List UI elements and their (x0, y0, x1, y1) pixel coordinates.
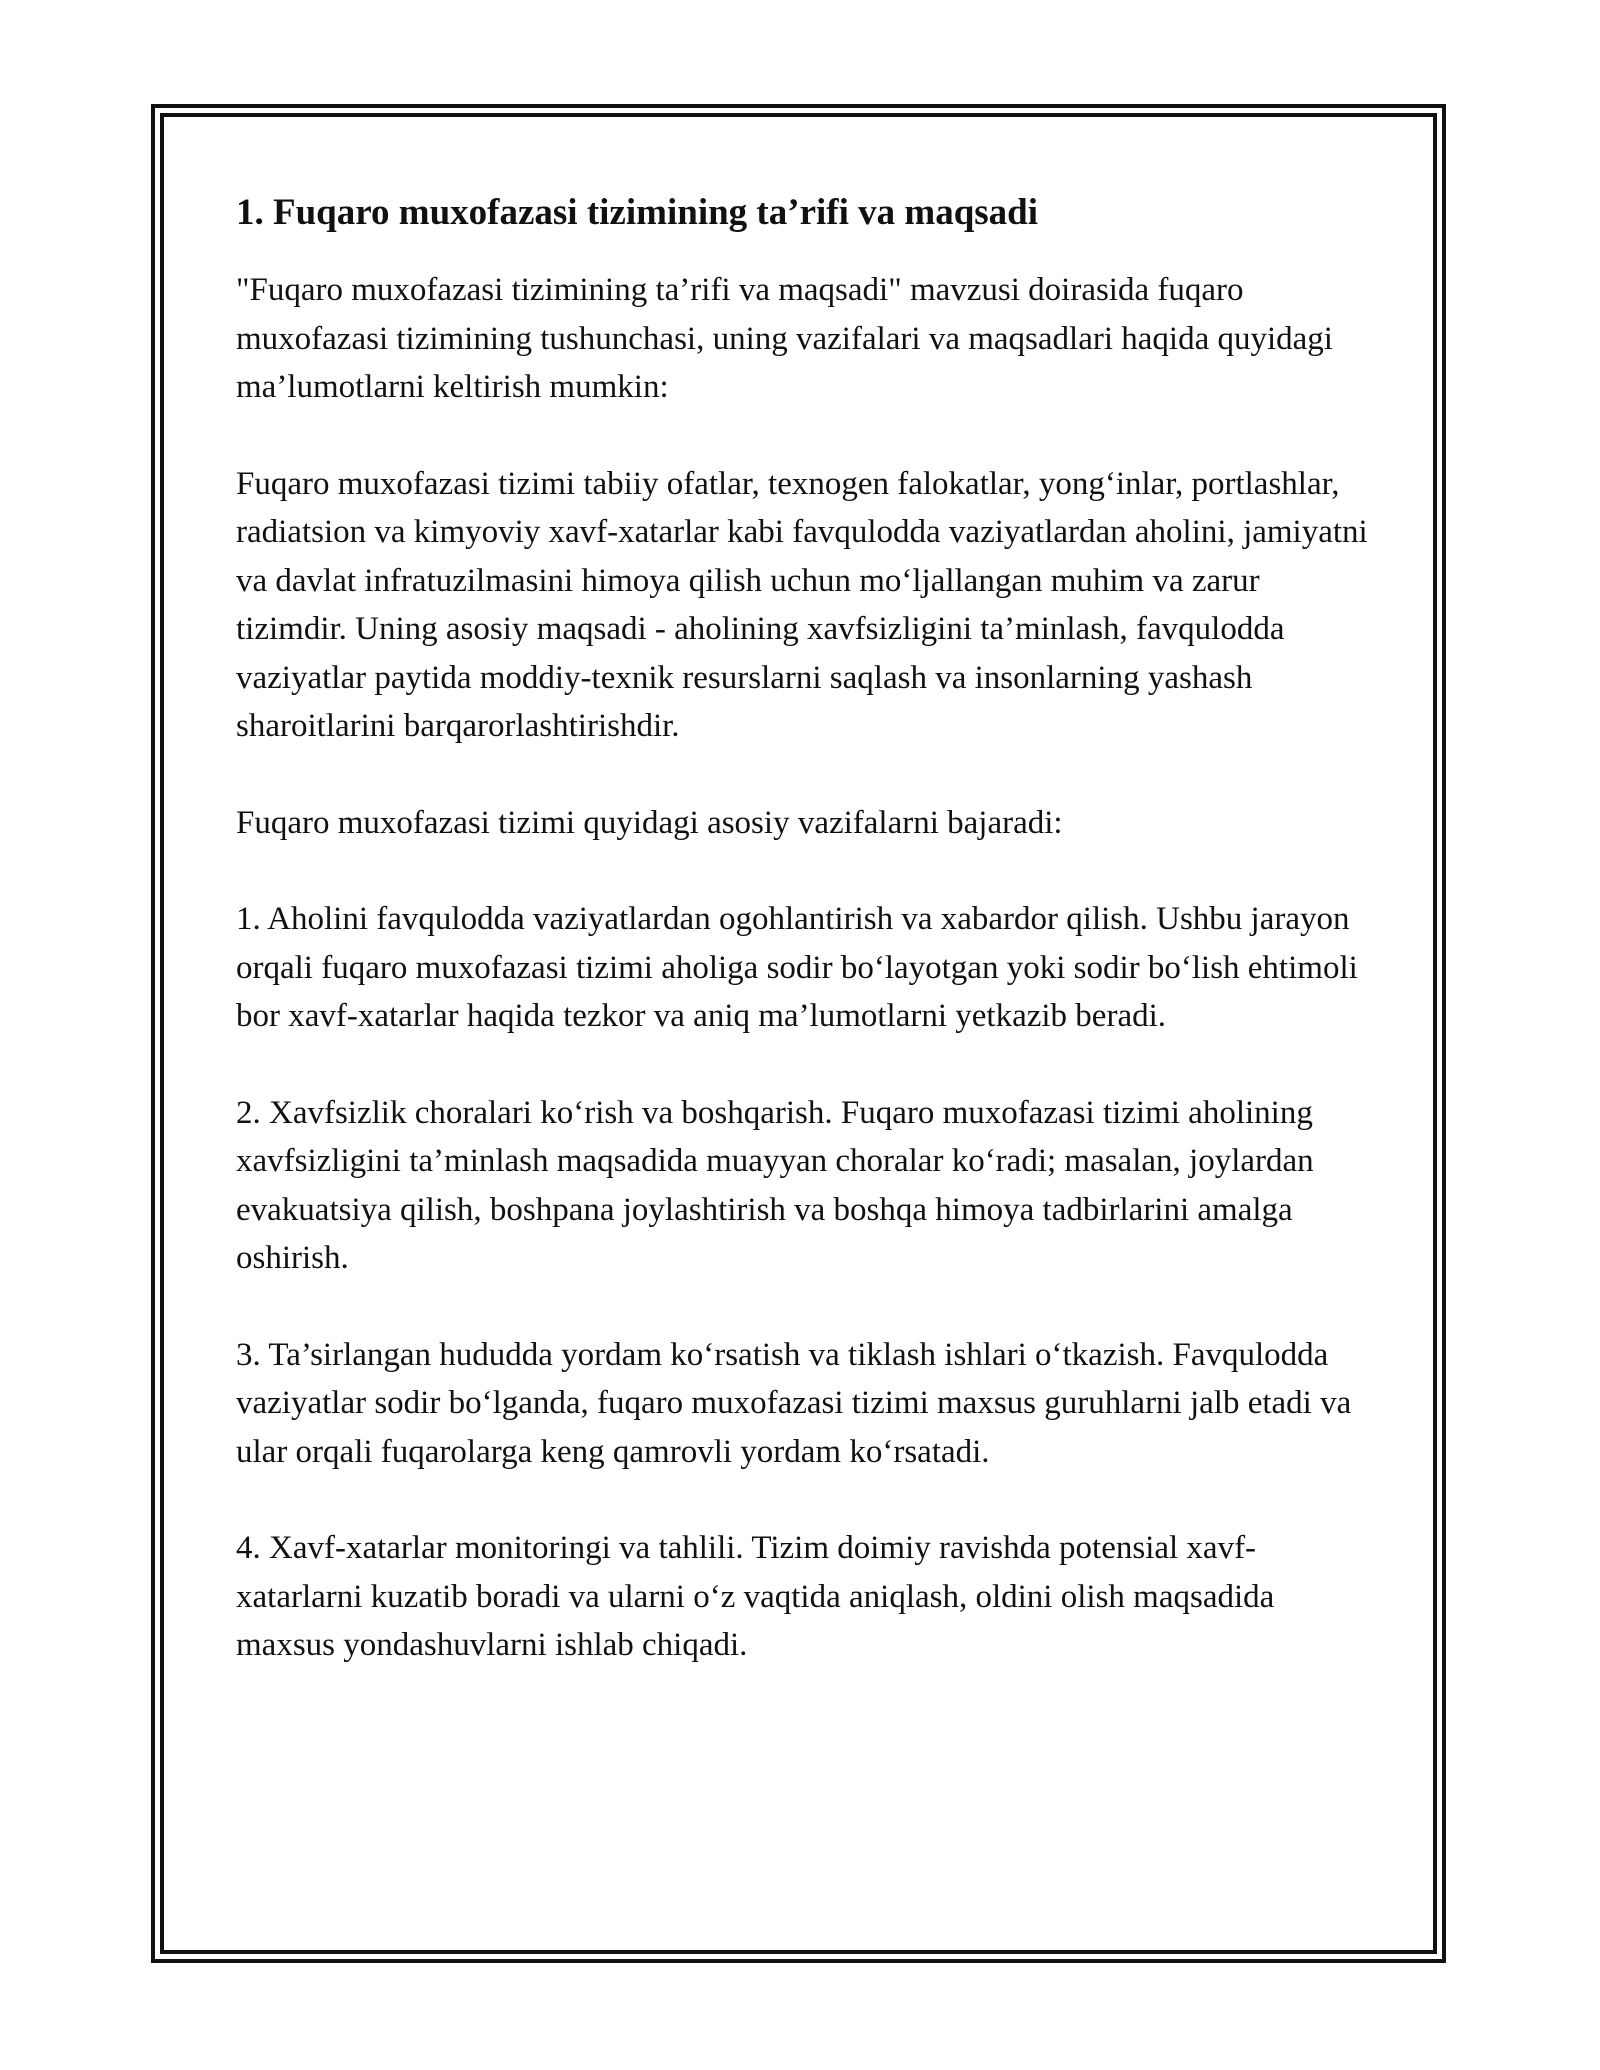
paragraph-task-2: 2. Xavfsizlik choralari ko‘rish va boshqarish. Fuqaro muxofazasi tizimi aholining xavfsizligini ta’minlash maqsadida muayyan choralar ko‘radi; masalan, joylardan evakuatsiya qilish, boshpana joylashtirish va boshqa himoya tadbirlarini amalga oshirish. (236, 1094, 1314, 1276)
document-body (236, 188, 1376, 1670)
paragraph-task-1: 1. Aholini favqulodda vaziyatlardan ogohlantirish va xabardor qilish. Ushbu jarayon orqali fuqaro muxofazasi tizimi aholiga sodir bo‘layotgan yoki sodir bo‘lish ehtimoli bor xavf-xatarlar haqida tezkor va aniq ma’lumotlarni yetkazib beradi. (236, 901, 1358, 1034)
paragraph-definition: Fuqaro muxofazasi tizimi tabiiy ofatlar, texnogen falokatlar, yong‘inlar, portlashlar, radiatsion va kimyoviy xavf-xatarlar kabi favqulodda vaziyatlardan aholini, jamiyatni va davlat infratuzilmasini himoya qilish uchun mo‘ljallangan muhim va zarur tizimdir. Uning asosiy maqsadi - aholining xavfsizligini ta’minlash, favqulodda vaziyatlar paytida moddiy-texnik resurslarni saqlash va insonlarning yashash sharoitlarini barqarorlashtirishdir. (236, 465, 1368, 744)
paragraph-intro: "Fuqaro muxofazasi tizimining ta’rifi va maqsadi" mavzusi doirasida fuqaro muxofazasi tizimining tushunchasi, uning vazifalari va maqsadlari haqida quyidagi ma’lumotlarni keltirish mumkin: (236, 272, 1333, 405)
document-title: 1. Fuqaro muxofazasi tizimining ta’rifi va maqsadi (236, 192, 1039, 233)
paragraph-task-3: 3. Ta’sirlangan hududda yordam ko‘rsatish va tiklash ishlari o‘tkazish. Favqulodda vaziyatlar sodir bo‘lganda, fuqaro muxofazasi tizimi maxsus guruhlarni jalb etadi va ular orqali fuqarolarga keng qamrovli yordam ko‘rsatadi. (236, 1336, 1352, 1470)
paragraph-task-4: 4. Xavf-xatarlar monitoringi va tahlili. Tizim doimiy ravishda potensial xavf-xatarlarni kuzatib boradi va ularni o‘z vaqtida aniqlash, oldini olish maqsadida maxsus yondashuvlarni ishlab chiqadi. (236, 1530, 1275, 1663)
paragraph-tasks-intro: Fuqaro muxofazasi tizimi quyidagi asosiy vazifalarni bajaradi: (236, 804, 1063, 841)
